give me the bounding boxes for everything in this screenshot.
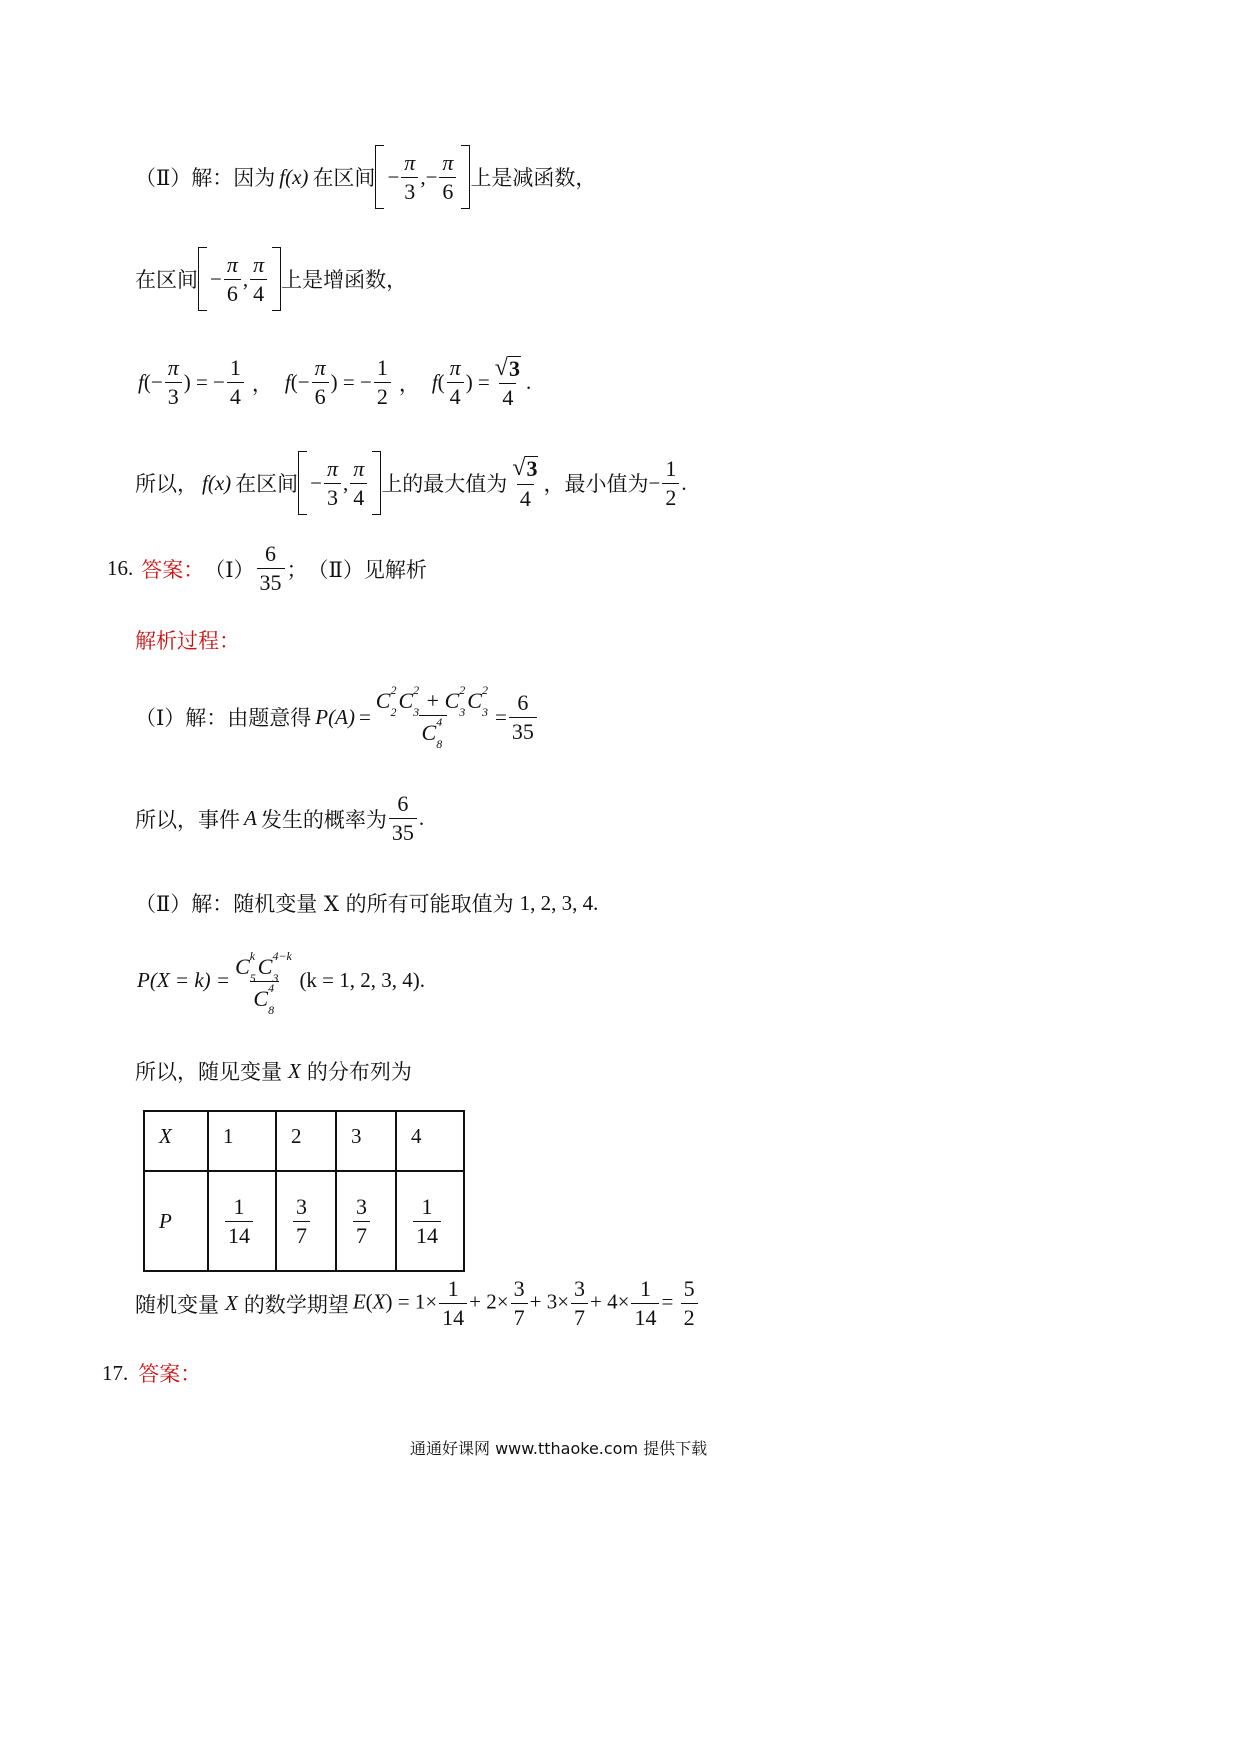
function-values-line: f (− $\frac{\pi}{3}$ ) = − $\frac{1}{4}$ ， f (− $\frac{\pi}{6}$ ) = − $\frac{1}{2}$ ， f ( $\frac{\pi}{4}$ ) = √ 3 4 . xyxy=(138,355,532,411)
possible-values: 1, 2, 3, 4. xyxy=(519,890,599,915)
var-x: X xyxy=(288,1058,301,1083)
combination-fraction: C 2 2 C 2 3 + C 2 3 C 2 3 C 4 8 xyxy=(375,683,488,751)
part2-header-line xyxy=(135,145,596,209)
q16-part2-line xyxy=(135,888,598,918)
result-fraction: $\frac{6}{35}$ xyxy=(509,692,537,743)
expectation-expr: E(X) = 1× $\frac{1}{14}$ + 2× $\frac{3}{7}$ + 3× $\frac{3}{7}$ + 4× $\frac{1}{14}$ = $\frac{5}{2}$ xyxy=(353,1278,700,1329)
distribution-table xyxy=(143,1110,465,1272)
interval-bracket: − $\frac{\pi}{3}$ ,− $\frac{\pi}{6}$ xyxy=(375,145,470,209)
answer-label-17: 答案： xyxy=(138,1362,202,1386)
analysis-label: 解析过程： xyxy=(135,629,240,653)
part1-prefix: （Ⅰ）解：由题意得 xyxy=(135,706,312,730)
distribution-intro xyxy=(135,1056,412,1086)
probability-lhs: P(A) xyxy=(315,704,355,729)
conclusion-text-2: 发生的概率为 xyxy=(260,807,387,832)
table-cell: 2 xyxy=(276,1111,336,1171)
q16-part1-line: （Ⅰ）解：由题意得 P(A) = C 2 2 C 2 3 + C 2 3 C 2 3 C 4 8 = $\frac{6}{35}$ xyxy=(135,690,539,744)
table-cell: $\frac{1}{14}$ xyxy=(396,1171,464,1271)
part2-text: （Ⅱ）解：随机变量 X 的所有可能取值为 xyxy=(135,892,514,916)
table-cell: $\frac{1}{14}$ xyxy=(208,1171,276,1271)
event-a: A xyxy=(244,806,257,830)
table-cell: $\frac{3}{7}$ xyxy=(336,1171,396,1271)
part1-label: （Ⅰ） xyxy=(204,557,255,582)
q16-answer-line xyxy=(107,543,427,594)
max-text: 上的最大值为 xyxy=(381,472,508,496)
table-row xyxy=(144,1111,464,1171)
pmf-lhs: P(X = k) = xyxy=(137,967,231,992)
pmf-formula xyxy=(137,949,426,1017)
question-number-17: 17. xyxy=(102,1360,129,1385)
q17-line xyxy=(102,1358,201,1388)
part2-line2 xyxy=(135,247,407,311)
table-cell: $\frac{3}{7}$ xyxy=(276,1171,336,1271)
interval-bracket-3: − $\frac{\pi}{3}$ , $\frac{\pi}{4}$ xyxy=(298,451,381,515)
table-cell: X xyxy=(144,1111,208,1171)
pmf-condition: (k = 1, 2, 3, 4). xyxy=(299,967,426,992)
min-value: $\frac{1}{2}$ xyxy=(662,458,679,509)
expectation-text: 随机变量 xyxy=(135,1292,219,1317)
max-value: √ 3 4 xyxy=(512,455,538,511)
question-number-16: 16. xyxy=(107,556,134,580)
expectation-text-2: 的数学期望 xyxy=(243,1292,349,1317)
conclusion-prefix: 所以， xyxy=(135,472,198,496)
expectation-line xyxy=(135,1278,700,1329)
min-text: ，最小值为 xyxy=(543,472,649,496)
dist-text: 所以，随见变量 xyxy=(135,1060,282,1084)
conclusion-text: 所以，事件 xyxy=(135,807,240,832)
probability-fraction: $\frac{6}{35}$ xyxy=(389,793,417,844)
q16-conclusion: 所以，事件 A 发生的概率为 $\frac{6}{35}$ . xyxy=(135,791,425,845)
table-cell: P xyxy=(144,1171,208,1271)
pmf-fraction: C k 5 C 4−k 3 C 4 8 xyxy=(235,949,292,1017)
interval-label: 在区间 xyxy=(312,166,376,190)
increasing-text: 上是增函数， xyxy=(281,268,408,292)
interval-bracket-2: − $\frac{\pi}{6}$ , $\frac{\pi}{4}$ xyxy=(198,247,281,311)
decreasing-text: 上是减函数， xyxy=(470,166,597,190)
separator: ； xyxy=(286,557,308,582)
part2-prefix: （Ⅱ）解：因为 xyxy=(135,166,276,190)
table-cell: 3 xyxy=(336,1111,396,1171)
fx-symbol-2: f(x) xyxy=(202,470,232,495)
conclusion-line: 所以， f(x) 在区间 − $\frac{\pi}{3}$ , $\frac{\pi}{4}$ 上的最大值为 √ 3 4 ，最小值为 − $\frac{1}{2}$ . xyxy=(135,451,687,515)
var-x-2: X xyxy=(225,1291,238,1315)
answer-label: 答案： xyxy=(141,557,205,582)
page-footer: 通通好课网 www.tthaoke.com 提供下载 xyxy=(410,1439,708,1458)
interval-label-2: 在区间 xyxy=(135,268,198,292)
interval-label-3: 在区间 xyxy=(235,472,299,496)
table-cell: 4 xyxy=(396,1111,464,1171)
fx-symbol: f(x) xyxy=(279,164,309,189)
dist-text-2: 的分布列为 xyxy=(306,1060,412,1084)
answer-fraction: $\frac{6}{35}$ xyxy=(257,543,285,594)
part2-answer: （Ⅱ）见解析 xyxy=(307,557,427,582)
table-cell: 1 xyxy=(208,1111,276,1171)
table-row xyxy=(144,1171,464,1271)
